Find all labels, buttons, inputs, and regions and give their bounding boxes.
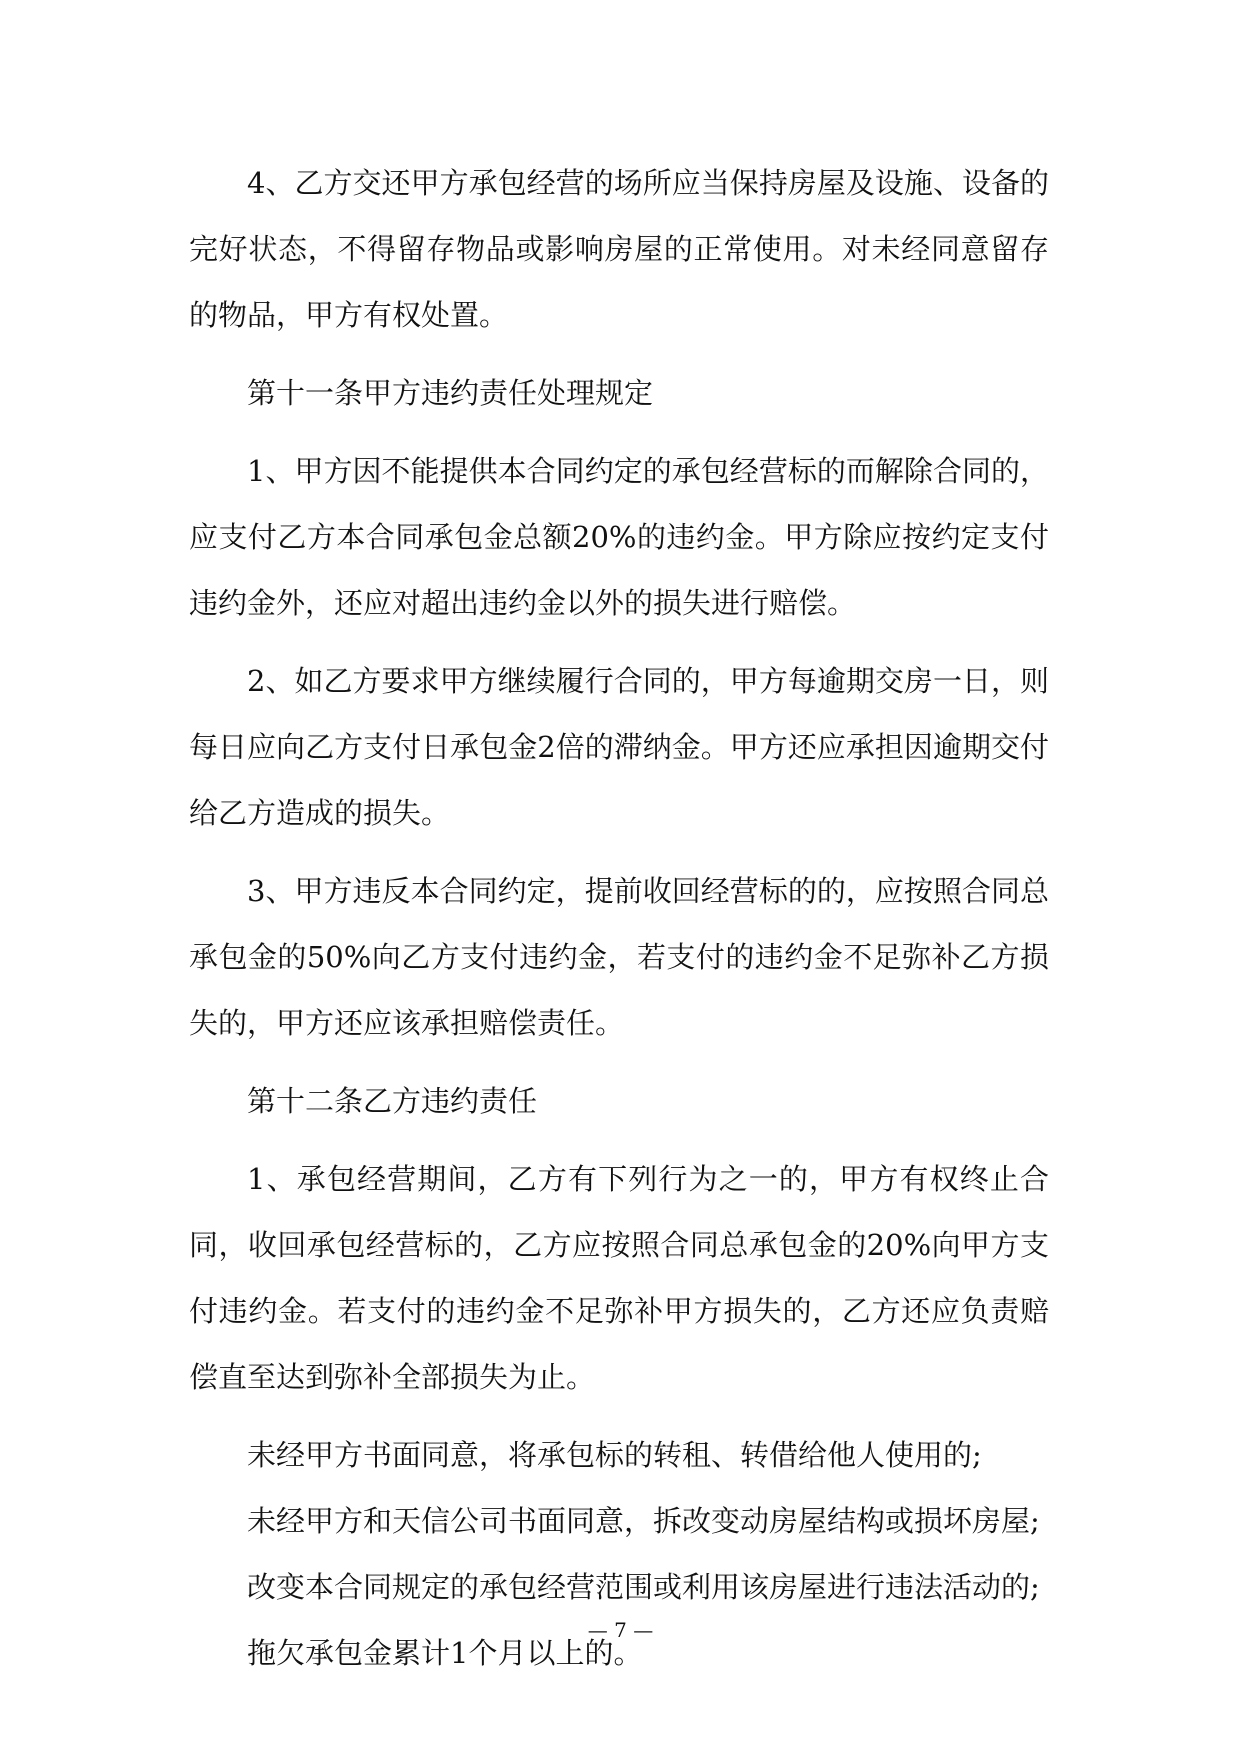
- paragraph-clause-4: 4、乙方交还甲方承包经营的场所应当保持房屋及设施、设备的完好状态，不得留存物品或影响房屋的正常使用。对未经同意留存的物品，甲方有权处置。: [189, 166, 1049, 332]
- heading-article-11: 第十一条甲方违约责任处理规定: [247, 376, 654, 410]
- list-item: 改变本合同规定的承包经营范围或利用该房屋进行违法活动的;: [247, 1570, 1040, 1604]
- list-item: 未经甲方书面同意，将承包标的转租、转借给他人使用的;: [247, 1438, 982, 1472]
- paragraph-article-12-item-1: 1、承包经营期间，乙方有下列行为之一的，甲方有权终止合同，收回承包经营标的，乙方应按照合同总承包金的20%向甲方支付违约金。若支付的违约金不足弥补甲方损失的，乙方还应负责赔偿直至达到弥补全部损失为止。: [189, 1162, 1049, 1394]
- paragraph-article-11-item-1: 1、甲方因不能提供本合同约定的承包经营标的而解除合同的，应支付乙方本合同承包金总额20%的违约金。甲方除应按约定支付违约金外，还应对超出违约金以外的损失进行赔偿。: [189, 454, 1049, 620]
- document-body: [189, 150, 1049, 1686]
- heading-article-12: 第十二条乙方违约责任: [247, 1084, 538, 1118]
- list-item: 拖欠承包金累计1个月以上的。: [247, 1636, 643, 1670]
- page-number: — 7 —: [587, 1618, 654, 1642]
- violation-list: [189, 1422, 1049, 1686]
- paragraph-article-11-item-2: 2、如乙方要求甲方继续履行合同的，甲方每逾期交房一日，则每日应向乙方支付日承包金2倍的滞纳金。甲方还应承担因逾期交付给乙方造成的损失。: [189, 664, 1049, 830]
- list-item: 未经甲方和天信公司书面同意，拆改变动房屋结构或损坏房屋;: [247, 1504, 1040, 1538]
- paragraph-article-11-item-3: 3、甲方违反本合同约定，提前收回经营标的的，应按照合同总承包金的50%向乙方支付违约金，若支付的违约金不足弥补乙方损失的，甲方还应该承担赔偿责任。: [189, 874, 1049, 1040]
